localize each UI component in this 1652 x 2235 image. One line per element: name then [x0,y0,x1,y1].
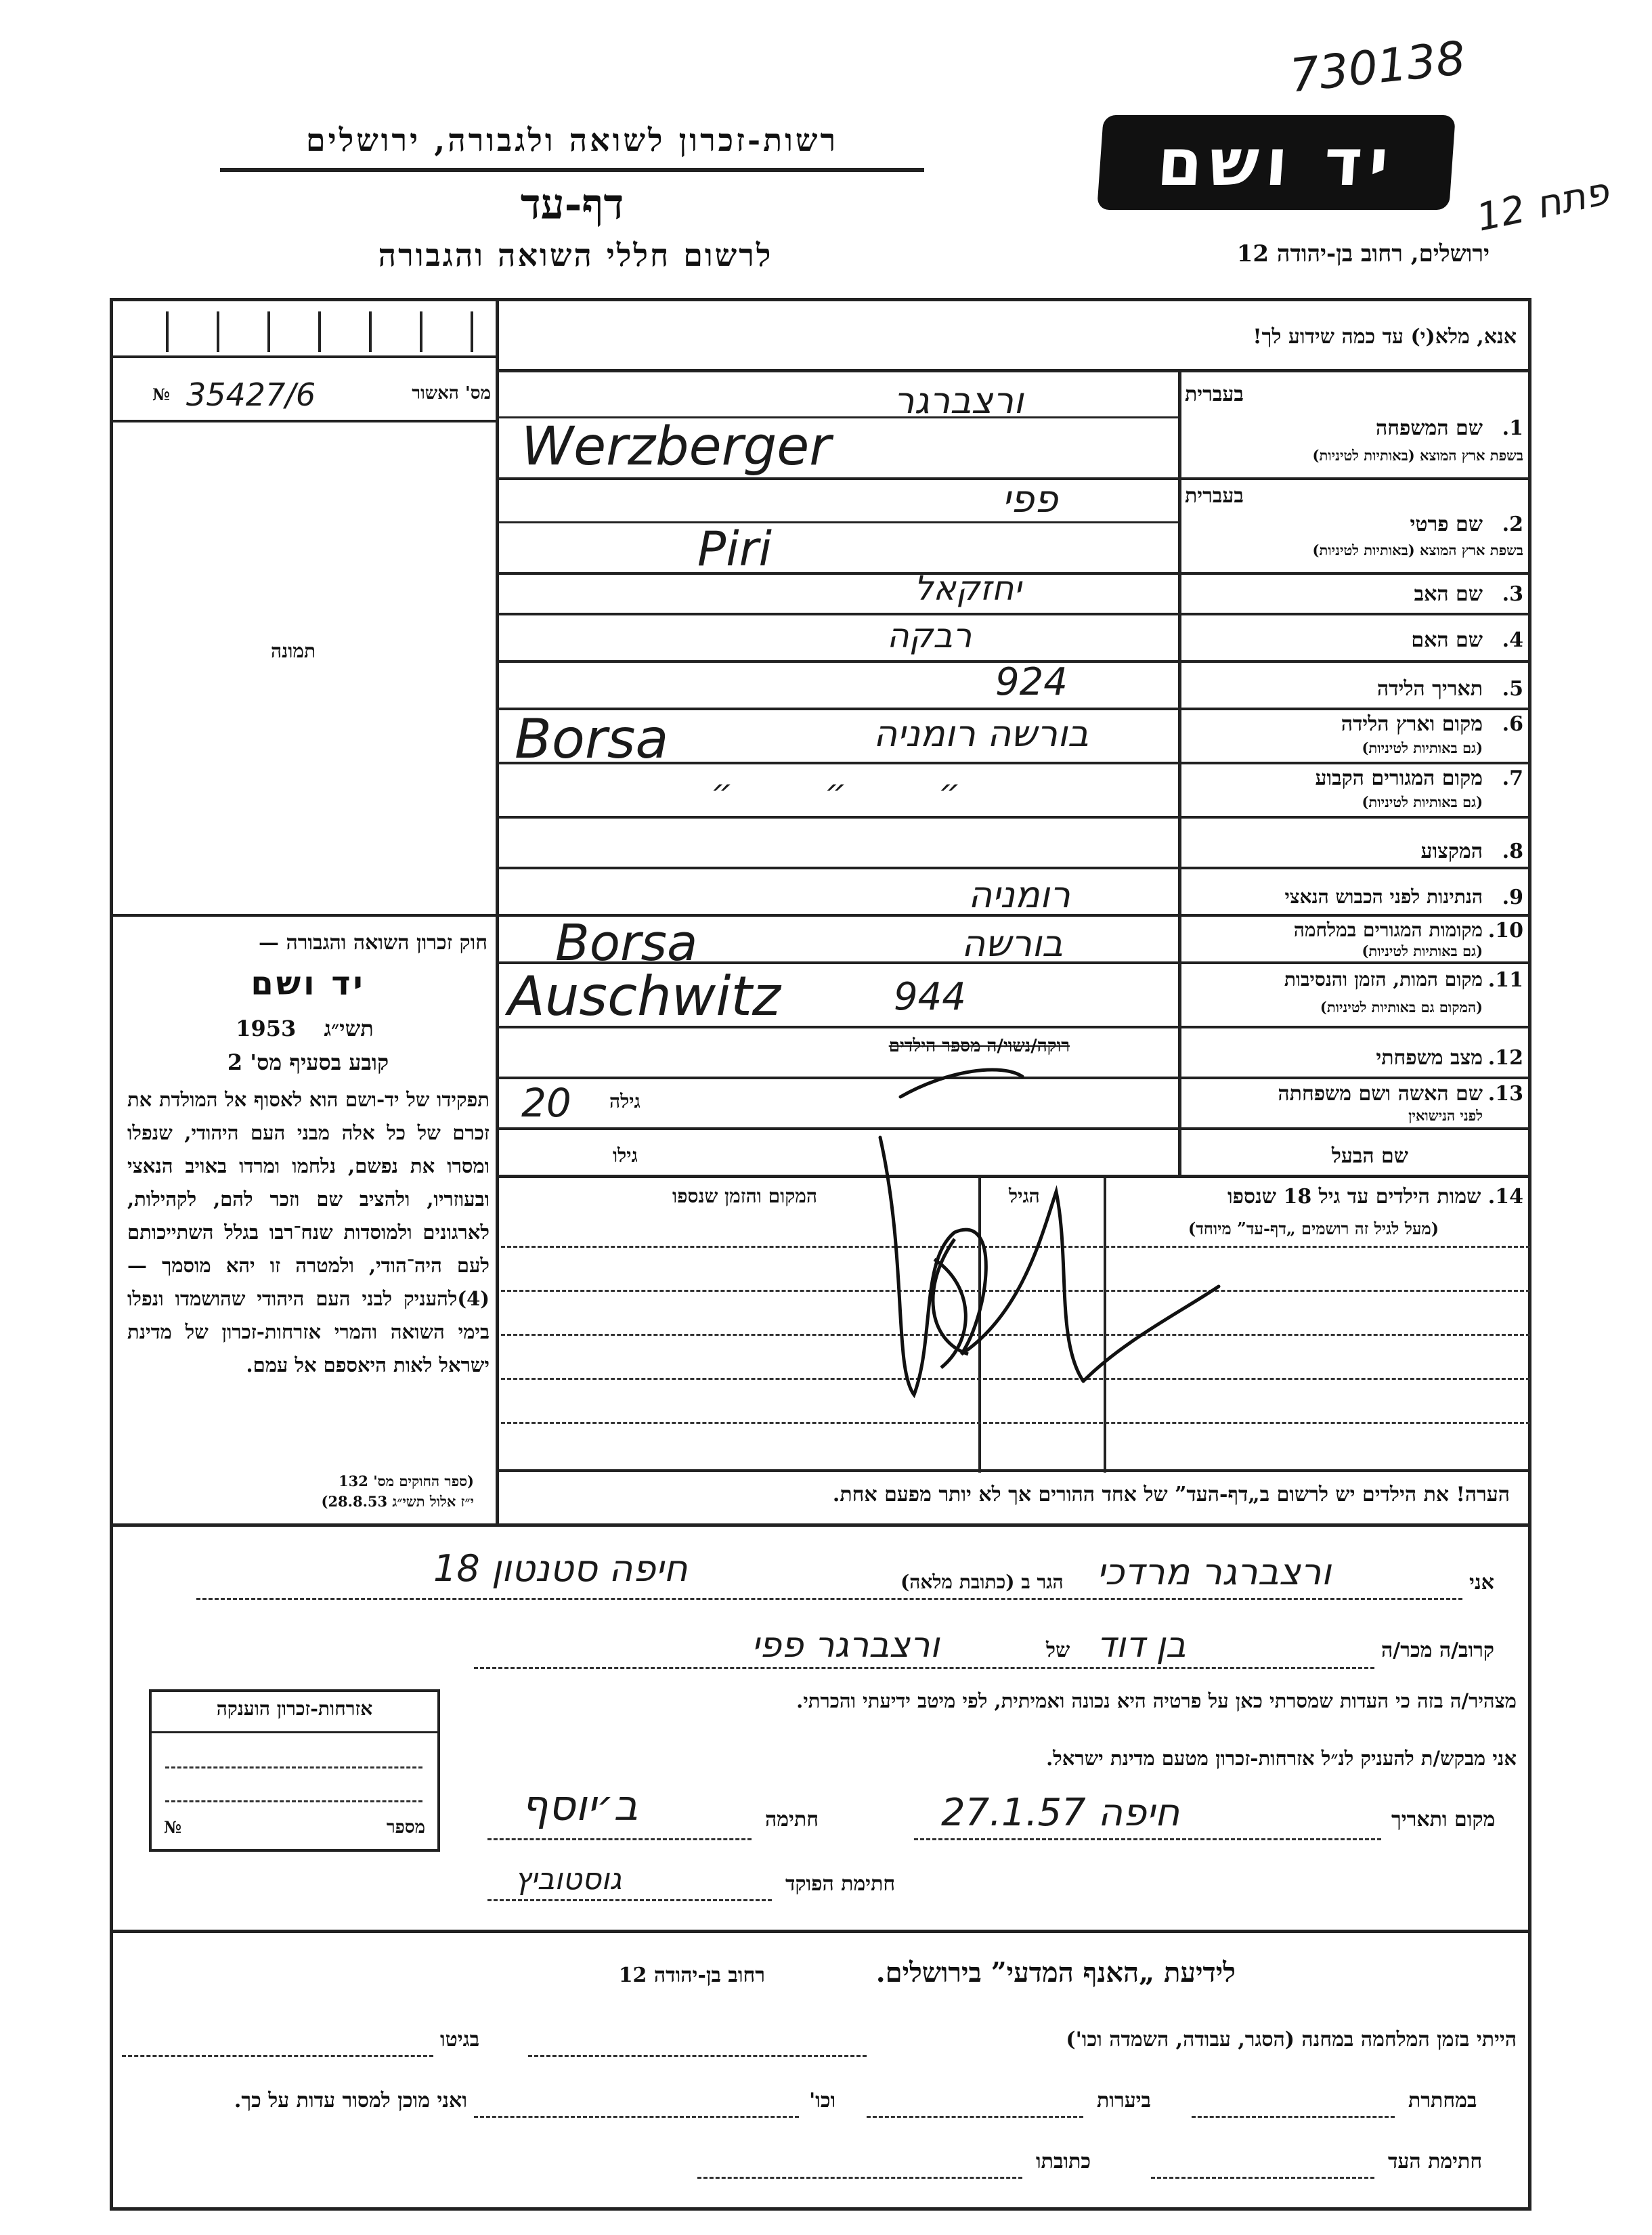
field-13-sub: לפני הנישואין [1408,1107,1483,1124]
mother-value: רבקה [887,616,972,655]
footer-line3-a: חתימת העד [1388,2150,1483,2173]
field-3-label: שם האב [1414,582,1483,606]
father-value: יחזקאל [914,569,1022,608]
field-10-label: מקומות המגורים במלחמה [1293,919,1483,941]
surname-hebrew-value: ורצברגר [894,379,1024,422]
children-age-header: הגיל [1009,1185,1040,1207]
husband-label: שם הבעל [1331,1144,1408,1168]
wife-age-value: 20 [521,1080,571,1126]
field-12-number: 12. [1487,1046,1523,1070]
signature-hw: ב׳יוסף [521,1781,638,1830]
law-title: חוק זכרון השואה והגבורה — [259,931,487,955]
header-address: ירושלים, רחוב בן-יהודה 12 [1236,240,1490,267]
children-place-header: המקום והזמן שנספו [672,1185,817,1207]
field-7-sub: (גם באותיות לטיניות) [1362,794,1483,810]
surname-latin-value: Werzberger [521,416,831,477]
citizenship-number-suffix: № [164,1817,182,1837]
law-year-hebrew: תשי״ג [324,1016,374,1041]
birthplace-hebrew-value: בורשה רומניה [873,712,1089,755]
footer-line1-a: הייתי בזמן המלחמה במחנה (הסגר, עבודה, השמדה וכו') [1066,2028,1517,2052]
field-13-label: שם האשה ושם משפחתה [1278,1082,1483,1106]
cancel-scribble [799,1056,1232,1435]
field-5-label: תאריך הלידה [1376,677,1483,701]
field-9-number: 9. [1502,886,1523,909]
field-6-label: מקום וארץ הלידה [1341,712,1483,736]
logo-text: יד ושם [1154,125,1398,200]
birth-date-value: 924 [995,660,1068,704]
officer-signature-hw: גוסטוביץ [515,1862,622,1896]
field-4-number: 4. [1502,628,1523,652]
wartime-place-latin-value: Borsa [555,914,698,972]
archive-number: 730138 [1287,31,1469,104]
footer-line3-b: כתובתו [1036,2150,1091,2173]
declaration-of-hw: ורצברגר פפי [752,1625,940,1666]
law-body: תפקידו של יד-ושם הוא לאסוף אל המולדת את זכרם של כל אלה מבני העם היהודי, שנפלו ומסרו את נפשם, נלחמו ומרדו באויב הנאצי ובעוזריו, ולהציב שם וזכר להם, לקהילות, לארגונים ולמוסדות שנח־רבו בגלל השתייכותם לעם היה־הודי, ולמטרה זו יהא מוסמך — (4)להעניק לבני העם היהודי שהושמדו ונפלו בימי השואה והמרי אזרחות-זכרון של מדינת ישראל לאות היאספם אל עמם. [127,1088,490,1376]
death-year-value: 944 [894,975,966,1019]
residence-value: ״ ״ ״ [711,772,1001,811]
wartime-place-hebrew-value: בורשה [961,922,1063,965]
form-title: דף-עד [520,179,624,229]
approval-number-row [139,376,491,413]
field-5-number: 5. [1502,677,1523,701]
approval-suffix: № [152,385,171,404]
field-11-sub: (המקום גם באותיות לטיניות) [1320,999,1483,1016]
declaration-line2-a: קרוב/ה מכר/ה [1381,1639,1494,1662]
firstname-hebrew-value: פפי [1002,477,1058,521]
field-1-number: 1. [1502,416,1523,440]
declaration-request: אני מבקש/ת להעניק לנ״ל אזרחות-זכרון מטעם מדינת ישראל. [1046,1747,1517,1770]
law-reference-date: י״ז אלול תשי״ג 28.8.53) [321,1493,474,1510]
field-6-sub: (גם באותיות לטיניות) [1362,739,1483,756]
law-year-row [203,1016,406,1041]
declaration-relation-hw: בן דוד [1097,1625,1186,1666]
authority-header: רשות-זכרון לשואה ולגבורה, ירושלים [305,122,839,158]
officer-label: חתימת הפוקד [785,1872,896,1896]
place-date-hw: חיפה 27.1.57 [941,1791,1180,1835]
footer-line2-d: ואני מוכן למסור עדות על כך. [234,2089,467,2112]
children-sub: (מעל לגיל זה רושמים „דף-עד” מיוחד) [1188,1219,1439,1238]
nationality-value: רומניה [968,873,1070,916]
field-7-label: מקום המגורים הקבוע [1315,766,1483,790]
husband-age-label: גילו [613,1144,638,1167]
field-1-label: שם המשפחה [1375,416,1483,440]
marital-status-options: רוקה/נשוי/ה מספר הילדים [888,1036,1070,1056]
citizenship-number-label: מספר [386,1817,425,1838]
header-underline [220,168,924,172]
footer-line1-b: בגיטו [440,2028,480,2052]
field-9-label: הנתינות לפני הכבוש הנאצי [1284,886,1483,908]
label-column-divider [1178,369,1181,1175]
death-place-latin-value: Auschwitz [508,965,781,1028]
margin-note: פתח 12 [1473,169,1613,240]
hebrew-label-2: בעברית [1185,484,1244,508]
footer-line2-a: במחתרת [1408,2089,1477,2112]
field-3-number: 3. [1502,582,1523,606]
field-12-label: מצב משפחתי [1376,1046,1483,1070]
place-date-label: מקום ותאריך [1391,1808,1496,1831]
children-label: 14. שמות הילדים עד גיל 18 שנספו [1227,1185,1523,1209]
field-7-number: 7. [1502,766,1523,790]
field-13-number: 13. [1487,1082,1523,1106]
law-year: 1953 [236,1016,297,1041]
approval-number-value: 35427/6 [186,376,316,413]
field-10-number: 10. [1487,919,1523,942]
declaration-certify: מצהיר/ה בזה כי העדות שמסרתי כאן על פרטיה היא נכונה ואמיתית, לפי מיטב ידיעתי והכרתי. [796,1689,1517,1712]
intro-instruction: אנא, מלא(י) עד כמה שידוע לך! [1253,325,1517,349]
signature-label: חתימה [765,1808,819,1831]
declaration-line2-b: של [1046,1639,1070,1662]
field-6-number: 6. [1502,712,1523,736]
field-8-label: המקצוע [1420,840,1483,863]
birthplace-latin-value: Borsa [515,708,669,771]
form-subtitle: לרשום חללי השואה והגבורה [378,237,773,274]
declaration-address-hw: חיפה סטנטון 18 [433,1547,688,1590]
left-column-divider [496,298,499,1523]
firstname-latin-value: Piri [697,521,772,577]
field-10-sub: (גם באותיות לטיניות) [1362,942,1483,959]
footer-title: לידיעת „האנף המדעי” בירושלים. [875,1957,1236,1989]
declaration-name-hw: ורצברגר מרדכי [1097,1550,1332,1593]
photo-label: תמונה [271,640,316,662]
wife-age-label: גילה [609,1090,640,1112]
footer-address: רחוב בן-יהודה 12 [618,1963,765,1987]
field-2-number: 2. [1502,513,1523,536]
yad-vashem-logo [1097,115,1456,210]
field-11-number: 11. [1487,968,1523,992]
law-reference: (ספר החוקים מס' 132 [339,1473,474,1490]
field-2-label: שם פרטי [1410,513,1483,536]
law-name: יד ושם [251,965,366,1003]
approval-label: מס' האשור [412,383,491,404]
citizenship-box [149,1689,440,1852]
field-8-number: 8. [1502,840,1523,863]
declaration-line1-b: הגר ב (כתובת מלאה) [900,1571,1064,1593]
law-clause: קובע בסעיף מס' 2 [227,1049,389,1075]
note-text: הערה! את הילדים יש לרשום ב„דף-העד” של אחד ההורים אך לא יותר מפעם אחת. [832,1483,1510,1506]
declaration-line1-a: אני [1469,1571,1494,1594]
citizenship-box-title: אזרחות-זכרון הוענקה [216,1697,373,1720]
field-4-label: שם האם [1411,628,1483,652]
field-11-label: מקום המות, הזמן והנסיבות [1284,968,1483,991]
footer-line2-c: וכו' [809,2089,836,2112]
footer-line2-b: ביערות [1097,2089,1152,2112]
field-1-sub: בשפת ארץ המוצא (באותיות לטיניות) [1312,447,1523,464]
field-2-sub: בשפת ארץ המוצא (באותיות לטיניות) [1312,542,1523,559]
hebrew-label-1: בעברית [1185,383,1244,406]
